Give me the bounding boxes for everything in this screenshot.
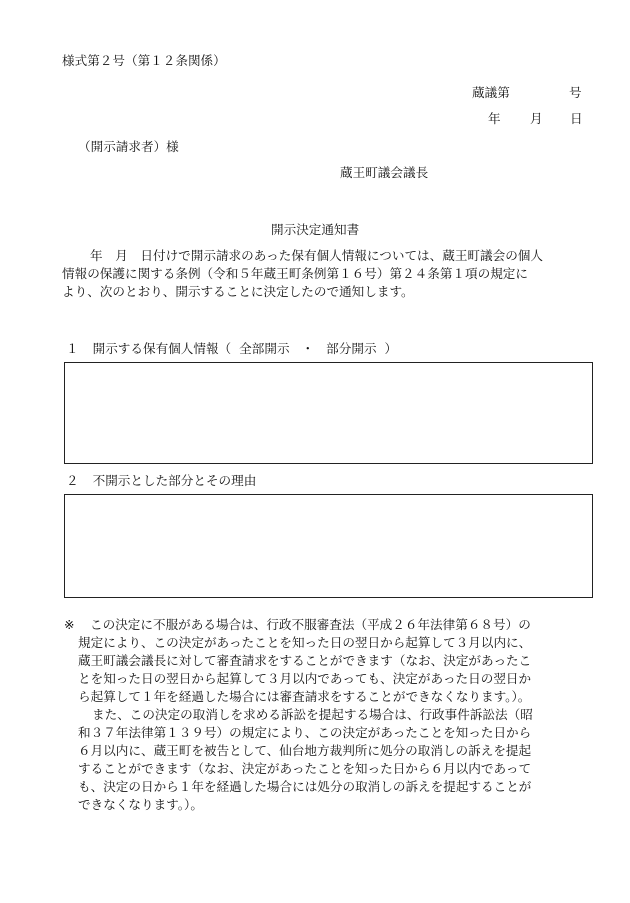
note-line: も、決定の日から１年を経過した場合には処分の取消しの訴えを提起することが: [78, 779, 532, 794]
section2-label: 不開示とした部分とその理由: [92, 473, 257, 488]
section1-box: [64, 362, 593, 464]
ref-number-prefix: 蔵議第: [472, 85, 510, 100]
document-title: 開示決定通知書: [271, 222, 360, 237]
note-line: ６月以内に、蔵王町を被告として、仙台地方裁判所に処分の取消しの訴えを提起: [78, 743, 532, 758]
note-line: 規定により、この決定があったことを知った日の翌日から起算して３月以内に、: [78, 635, 532, 650]
date-day: 日: [570, 111, 583, 126]
body-line: より、次のとおり、開示することに決定したので通知します。: [62, 284, 414, 299]
form-label: 様式第２号（第１２条関係）: [62, 53, 226, 68]
section1-option-full: 全部開示: [239, 341, 290, 356]
ref-number-suffix: 号: [569, 85, 582, 100]
note-mark: ※: [64, 617, 75, 632]
section2-heading: [66, 472, 256, 490]
note-line: することができます（なお、決定があったことを知った日から６月以内であって: [78, 761, 532, 776]
sender: 蔵王町議会議長: [340, 165, 429, 180]
date-month: 月: [530, 111, 543, 126]
section1-number: １: [66, 341, 79, 356]
body-paragraph: [62, 247, 543, 301]
date-year: 年: [488, 111, 501, 126]
recipient: （開示請求者）様: [78, 139, 179, 154]
note-paragraph: [78, 616, 533, 814]
body-line: 年 月 日付けで開示請求のあった保有個人情報については、蔵王町議会の個人: [90, 248, 543, 263]
section2-number: ２: [66, 473, 79, 488]
note-line: また、この決定の取消しを求める訴訟を提起する場合は、行政事件訴訟法（昭: [92, 707, 533, 722]
section1-separator: ・: [301, 341, 315, 356]
section1-option-partial: 部分開示: [326, 341, 377, 356]
note-line: ら起算して１年を経過した場合には審査請求をすることができなくなります。）。: [78, 689, 531, 704]
section1-close: ）: [384, 341, 398, 356]
section1-label: 開示する保有個人情報（: [92, 341, 232, 356]
note-line: 蔵王町議会議長に対して審査請求をすることができます（なお、決定があったこ: [78, 653, 532, 668]
section2-box: [64, 494, 593, 598]
note-line: とを知った日の翌日から起算して３月以内であっても、決定があった日の翌日か: [78, 671, 532, 686]
note-line: この決定に不服がある場合は、行政不服審査法（平成２６年法律第６８号）の: [90, 617, 531, 632]
body-line: 情報の保護に関する条例（令和５年蔵王町条例第１６号）第２４条第１項の規定に: [62, 266, 528, 281]
note-line: 和３７年法律第１３９号）の規定により、この決定があったことを知った日から: [78, 725, 532, 740]
note-line: できなくなります。）。: [78, 797, 203, 812]
section1-heading: [66, 340, 397, 358]
